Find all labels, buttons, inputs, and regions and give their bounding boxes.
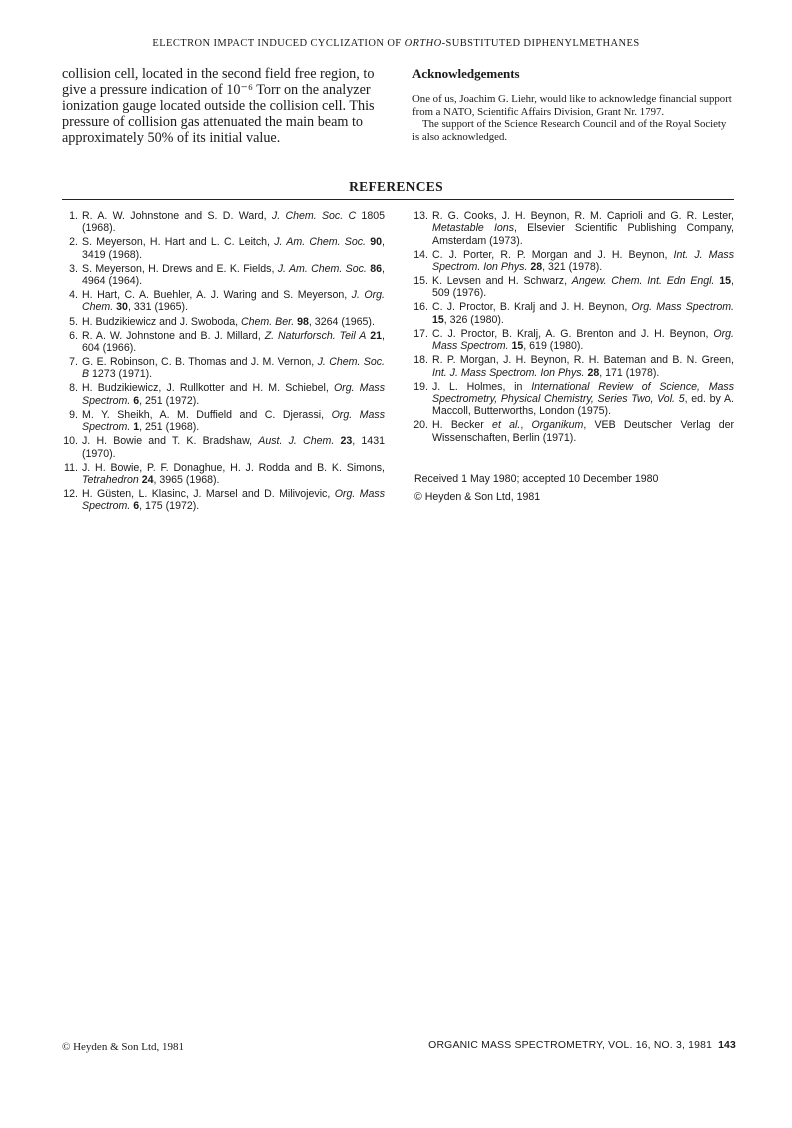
reference-text: R. P. Morgan, J. H. Beynon, R. H. Bateman and B. N. Green, Int. J. Mass Spectrom. Ion Phys. 28, 171 (1978). (432, 354, 734, 379)
reference-item (62, 289, 385, 314)
footer-journal (428, 1040, 736, 1051)
reference-number: 15. (413, 275, 428, 288)
reference-item (62, 435, 385, 460)
reference-item (62, 462, 385, 487)
references-list-left (62, 210, 385, 514)
reference-item (62, 409, 385, 434)
reference-item (62, 316, 385, 328)
reference-number: 5. (69, 315, 78, 328)
reference-text: R. A. W. Johnstone and S. D. Ward, J. Chem. Soc. C 1805 (1968). (82, 210, 386, 235)
reference-item (412, 419, 734, 444)
reference-number: 18. (413, 354, 428, 367)
reference-text: R. G. Cooks, J. H. Beynon, R. M. Caprioli and G. R. Lester, Metastable Ions, Elsevier Scientific Publishing Company, Amsterdam (1973). (432, 210, 734, 247)
reference-number: 19. (413, 380, 428, 393)
running-head-after: -SUBSTITUTED DIPHENYLMETHANES (441, 38, 640, 49)
body-paragraph: collision cell, located in the second field free region, to give a pressure indication of 10⁻⁶ Torr on the analyzer ionization gauge located outside the collision cell. This pressure of collision gas attenuated the main beam to approximately 50% of its initial value. (62, 66, 375, 146)
footer-copyright: © Heyden & Son Ltd, 1981 (62, 1041, 185, 1053)
running-head-before: ELECTRON IMPACT INDUCED CYCLIZATION OF (152, 38, 405, 49)
references-heading: REFERENCES (349, 179, 443, 194)
reference-text: H. Becker et al., Organikum, VEB Deutscher Verlag der Wissenschaften, Berlin (1971). (432, 419, 735, 444)
footer-journal-name: ORGANIC MASS SPECTROMETRY, VOL. 16, NO. 3, 1981 (428, 1040, 713, 1051)
acknowledgements-paragraph-2: The support of the Science Research Council and of the Royal Society is also acknowledged. (412, 118, 727, 143)
reference-text: C. J. Proctor, B. Kralj, A. G. Brenton and J. H. Beynon, Org. Mass Spectrom. 15, 619 (1980). (432, 327, 734, 353)
reference-number: 4. (69, 289, 78, 302)
reference-item (412, 354, 734, 379)
reference-text: S. Meyerson, H. Hart and L. C. Leitch, J. Am. Chem. Soc. 90, 3419 (1968). (82, 236, 385, 261)
acknowledgements-section (412, 66, 734, 143)
reference-text: H. Budzikiewicz and J. Swoboda, Chem. Ber. 98, 3264 (1965). (82, 315, 375, 328)
reference-text: J. H. Bowie and T. K. Bradshaw, Aust. J. Chem. 23, 1431 (1970). (82, 435, 385, 460)
reference-item (62, 263, 385, 288)
reference-text: S. Meyerson, H. Drews and E. K. Fields, J. Am. Chem. Soc. 86, 4964 (1964). (82, 262, 385, 288)
reference-item (412, 328, 734, 353)
reference-number: 17. (413, 327, 428, 340)
reference-item (412, 275, 734, 300)
reference-text: H. Güsten, L. Klasinc, J. Marsel and D. Milivojevic, Org. Mass Spectrom. 6, 175 (1972). (82, 488, 385, 513)
acknowledgements-heading: Acknowledgements (412, 66, 520, 81)
reference-text: C. J. Proctor, B. Kralj and J. H. Beynon, Org. Mass Spectrom. 15, 326 (1980). (432, 301, 735, 326)
reference-number: 12. (63, 488, 78, 500)
received-date: Received 1 May 1980; accepted 10 December 1980 (414, 473, 659, 485)
reference-item (412, 301, 734, 326)
page-number: 143 (718, 1040, 736, 1051)
reference-item (62, 382, 385, 407)
references-divider (62, 199, 734, 200)
received-block (414, 470, 734, 506)
reference-number: 1. (69, 210, 78, 222)
reference-number: 6. (69, 329, 78, 342)
running-head-italic: ORTHO (404, 38, 442, 49)
reference-number: 8. (69, 382, 78, 395)
body-text-column (62, 66, 392, 146)
acknowledgements-paragraph-1: One of us, Joachim G. Liehr, would like to acknowledge financial support from a NATO, Scientific Affairs Division, Grant Nr. 1797. (412, 93, 732, 118)
reference-text: C. J. Porter, R. P. Morgan and J. H. Beynon, Int. J. Mass Spectrom. Ion Phys. 28, 321 (1978). (432, 248, 734, 273)
reference-number: 11. (64, 461, 78, 474)
reference-number: 3. (69, 262, 78, 275)
references-list-right (412, 210, 734, 446)
copyright-notice: © Heyden & Son Ltd, 1981 (414, 491, 541, 503)
reference-text: J. L. Holmes, in International Review of Science, Mass Spectrometry, Physical Chemistry, Series Two, Vol. 5, ed. by A. Maccoll, Butterworths, London (1975). (432, 380, 735, 418)
reference-number: 20. (413, 419, 428, 432)
reference-item (412, 210, 734, 247)
reference-number: 9. (69, 408, 78, 421)
reference-text: G. E. Robinson, C. B. Thomas and J. M. Vernon, J. Chem. Soc. B 1273 (1971). (82, 356, 385, 381)
reference-text: K. Levsen and H. Schwarz, Angew. Chem. Int. Edn Engl. 15, 509 (1976). (432, 275, 734, 300)
reference-item (62, 488, 385, 513)
reference-item (62, 236, 385, 261)
reference-number: 7. (69, 356, 78, 369)
reference-text: R. A. W. Johnstone and B. J. Millard, Z. Naturforsch. Teil A 21, 604 (1966). (82, 329, 385, 354)
reference-text: M. Y. Sheikh, A. M. Duffield and C. Djerassi, Org. Mass Spectrom. 1, 251 (1968). (82, 408, 385, 434)
reference-item (62, 330, 385, 355)
reference-text: H. Hart, C. A. Buehler, A. J. Waring and S. Meyerson, J. Org. Chem. 30, 331 (1965). (82, 289, 385, 314)
reference-item (62, 210, 385, 235)
reference-number: 2. (69, 236, 78, 249)
reference-number: 14. (413, 248, 428, 261)
reference-item (412, 249, 734, 274)
reference-text: J. H. Bowie, P. F. Donaghue, H. J. Rodda and B. K. Simons, Tetrahedron 24, 3965 (1968). (82, 461, 385, 486)
reference-number: 16. (413, 301, 428, 314)
reference-item (412, 381, 734, 418)
reference-text: H. Budzikiewicz, J. Rullkotter and H. M. Schiebel, Org. Mass Spectrom. 6, 251 (1972). (82, 382, 385, 407)
reference-number: 10. (63, 435, 78, 448)
running-head (0, 38, 792, 49)
reference-number: 13. (413, 210, 428, 222)
reference-item (62, 356, 385, 381)
